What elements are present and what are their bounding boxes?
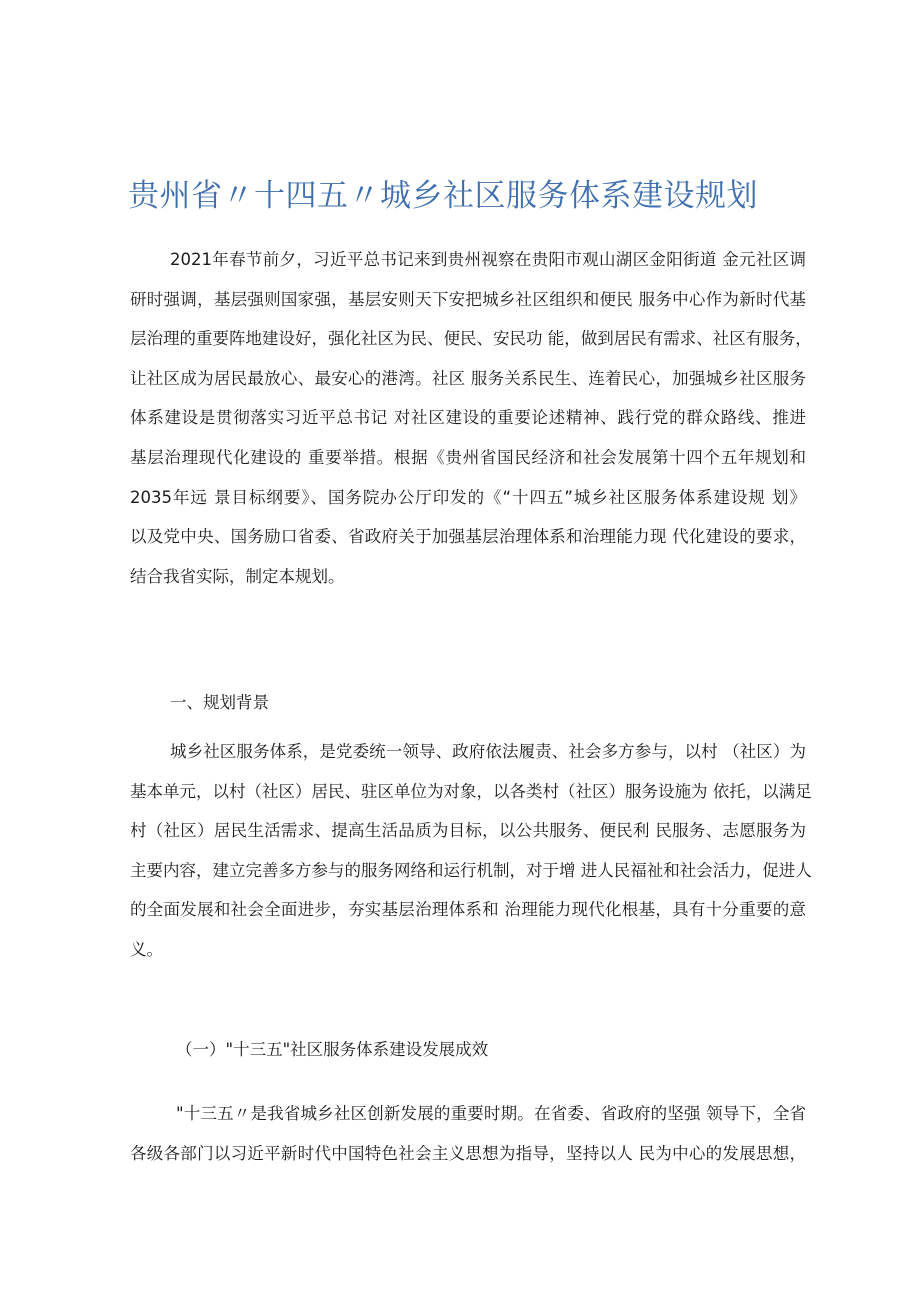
text-line: 2035年远 景目标纲要》、国务院办公厅印发的《“十四五”城乡社区服务体系建设规 划》: [130, 487, 806, 507]
text-line: 体系建设是贯彻落实习近平总书记 对社区建设的重要论述精神、践行党的群众路线、推进: [130, 408, 806, 428]
text-line: 研时强调，基层强则国家强，基层安则天下安把城乡社区组织和便民 服务中心作为新时代基: [130, 289, 806, 309]
intro-paragraph: [130, 240, 812, 596]
text-line: 以及党中央、国务励口省委、省政府关于加强基层治理体系和治理能力现 代化建设的要求，: [130, 527, 806, 547]
text-line: 各级各部门以习近平新时代中国特色社会主义思想为指导，坚持以人 民为中心的发展思想，: [130, 1143, 806, 1163]
text-line: 村（社区）居民生活需求、提高生活品质为目标，以公共服务、便民利 民服务、志愿服务为: [130, 821, 806, 841]
text-line: 结合我省实际，制定本规划。: [130, 566, 345, 586]
text-line: 城乡社区服务体系，是党委统一领导、政府依法履责、社会多方参与，以村 （社区）为: [170, 742, 806, 761]
section-heading: 一、规划背景: [170, 693, 269, 712]
text-line: 主要内容，建立完善多方参与的服务网络和运行机制，对于增 进人民福祉和社会活力，促进人: [130, 860, 812, 880]
document-title: 贵州省〃十四五〃城乡社区服务体系建设规划: [128, 178, 758, 214]
text-line: 义。: [130, 939, 163, 959]
text-line: 2021年春节前夕，习近平总书记来到贵州视察在贵阳市观山湖区金阳街道 金元社区调: [170, 250, 806, 269]
text-line: 基本单元，以村（社区）居民、驻区单位为对象，以各类村（社区）服务设施为 依托，以满足: [130, 781, 812, 801]
text-line: 让社区成为居民最放心、最安心的港湾。社区 服务关系民生、连着民心，加强城乡社区服务: [130, 368, 806, 388]
section-paragraph: [130, 732, 812, 970]
subsection-paragraph: [130, 1094, 806, 1173]
text-line: 基层治理现代化建设的 重要举措。根据《贵州省国民经济和社会发展第十四个五年规划和: [130, 447, 806, 467]
text-line: 层治理的重要阵地建设好，强化社区为民、便民、安民功 能，做到居民有需求、社区有服务，: [130, 329, 812, 349]
text-line: "十三五〃是我省城乡社区创新发展的重要时期。在省委、省政府的坚强 领导下，全省: [176, 1104, 806, 1123]
subsection-heading: （一）"十三五"社区服务体系建设发展成效: [176, 1040, 489, 1059]
text-line: 的全面发展和社会全面进步，夯实基层治理体系和 治理能力现代化根基，具有十分重要的意: [130, 900, 806, 920]
